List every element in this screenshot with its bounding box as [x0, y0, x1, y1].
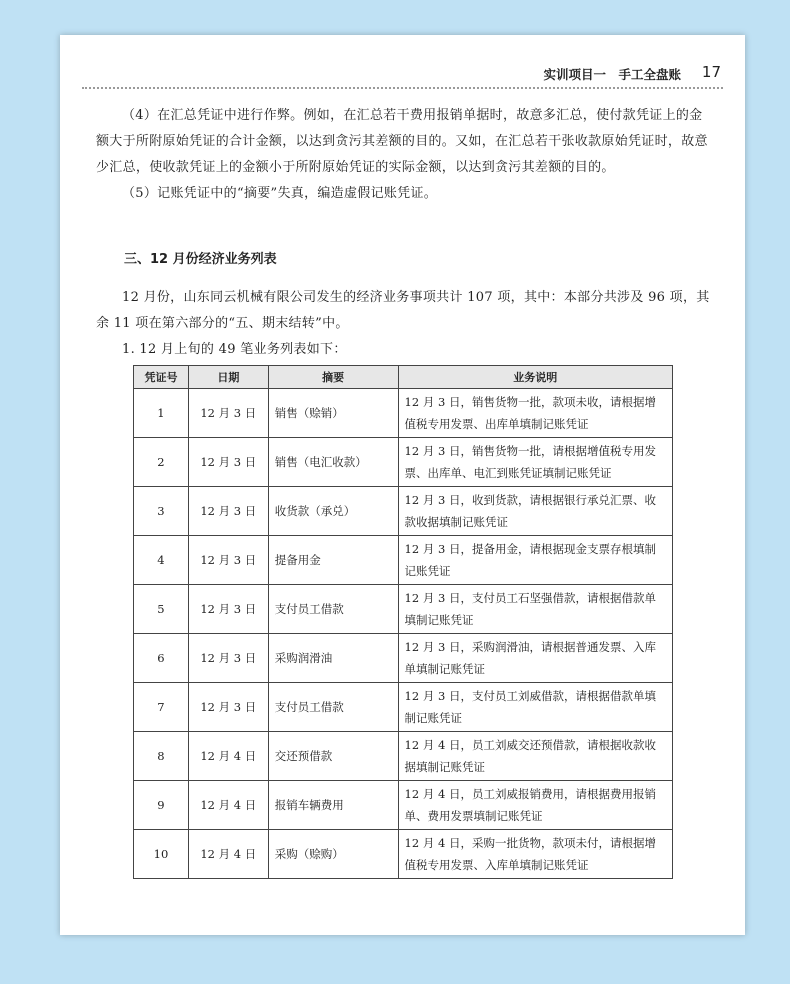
description-cell: 12 月 3 日，支付员工石坚强借款，请根据借款单填制记账凭证	[398, 585, 672, 634]
date-cell: 12 月 3 日	[188, 634, 268, 683]
summary-cell: 销售（电汇收款）	[268, 438, 398, 487]
description-cell: 12 月 3 日，收到货款，请根据银行承兑汇票、收款收据填制记账凭证	[398, 487, 672, 536]
summary-cell: 支付员工借款	[268, 683, 398, 732]
voucher-no: 10	[134, 830, 189, 879]
summary-cell: 提备用金	[268, 536, 398, 585]
table-row	[134, 487, 673, 536]
date-cell: 12 月 4 日	[188, 732, 268, 781]
voucher-no: 6	[134, 634, 189, 683]
voucher-no: 2	[134, 438, 189, 487]
list-caption: 1. 12 月上旬的 49 笔业务列表如下：	[122, 342, 347, 357]
voucher-no: 1	[134, 389, 189, 438]
summary-cell: 采购（赊购）	[268, 830, 398, 879]
table-header-row	[134, 366, 673, 389]
date-cell: 12 月 3 日	[188, 536, 268, 585]
voucher-no: 5	[134, 585, 189, 634]
page-number: 17	[701, 63, 721, 81]
description-cell: 12 月 4 日，员工刘威交还预借款，请根据收款收据填制记账凭证	[398, 732, 672, 781]
description-cell: 12 月 3 日，提备用金，请根据现金支票存根填制记账凭证	[398, 536, 672, 585]
intro-paragraph: 12 月份，山东同云机械有限公司发生的经济业务事项共计 107 项，其中：本部分共涉及 96 项，其余 11 项在第六部分的“五、期末结转”中。	[96, 290, 710, 331]
summary-cell: 支付员工借款	[268, 585, 398, 634]
summary-cell: 收货款（承兑）	[268, 487, 398, 536]
summary-cell: 采购润滑油	[268, 634, 398, 683]
body-text-top	[96, 103, 710, 207]
summary-cell: 交还预借款	[268, 732, 398, 781]
description-cell: 12 月 3 日，采购润滑油，请根据普通发票、入库单填制记账凭证	[398, 634, 672, 683]
date-cell: 12 月 3 日	[188, 683, 268, 732]
date-cell: 12 月 4 日	[188, 830, 268, 879]
voucher-no: 3	[134, 487, 189, 536]
table-row	[134, 683, 673, 732]
description-cell: 12 月 3 日，销售货物一批，款项未收，请根据增值税专用发票、出库单填制记账凭证	[398, 389, 672, 438]
book-page	[60, 35, 745, 935]
body-text-bottom	[96, 285, 710, 363]
table-row	[134, 732, 673, 781]
date-cell: 12 月 3 日	[188, 487, 268, 536]
description-cell: 12 月 4 日，员工刘威报销费用，请根据费用报销单、费用发票填制记账凭证	[398, 781, 672, 830]
description-cell: 12 月 3 日，支付员工刘威借款，请根据借款单填制记账凭证	[398, 683, 672, 732]
date-cell: 12 月 3 日	[188, 389, 268, 438]
header-description: 业务说明	[398, 366, 672, 389]
voucher-no: 4	[134, 536, 189, 585]
header-summary: 摘要	[268, 366, 398, 389]
table-row	[134, 438, 673, 487]
description-cell: 12 月 4 日，采购一批货物，款项未付，请根据增值税专用发票、入库单填制记账凭证	[398, 830, 672, 879]
date-cell: 12 月 3 日	[188, 438, 268, 487]
section-title: 三、12 月份经济业务列表	[124, 252, 277, 267]
summary-cell: 报销车辆费用	[268, 781, 398, 830]
date-cell: 12 月 3 日	[188, 585, 268, 634]
paragraph-5: （5）记账凭证中的“摘要”失真，编造虚假记账凭证。	[122, 186, 438, 201]
table-row	[134, 830, 673, 879]
description-cell: 12 月 3 日，销售货物一批，请根据增值税专用发票、出库单、电汇到账凭证填制记账凭证	[398, 438, 672, 487]
header-voucher-no: 凭证号	[134, 366, 189, 389]
voucher-no: 9	[134, 781, 189, 830]
table-row	[134, 634, 673, 683]
voucher-no: 8	[134, 732, 189, 781]
business-table	[133, 365, 673, 879]
running-title: 实训项目一 手工全盘账	[543, 67, 681, 82]
paragraph-4: （4）在汇总凭证中进行作弊。例如，在汇总若干费用报销单据时，故意多汇总，使付款凭证上的金额大于所附原始凭证的合计金额，以达到贪污其差额的目的。又如，在汇总若干张收款原始凭证时，故意少汇总，使收款凭证上的金额小于所附原始凭证的实际金额，以达到贪污其差额的目的。	[96, 108, 708, 175]
voucher-no: 7	[134, 683, 189, 732]
table-row	[134, 389, 673, 438]
page-header	[82, 59, 723, 89]
summary-cell: 销售（赊销）	[268, 389, 398, 438]
header-date: 日期	[188, 366, 268, 389]
table-row	[134, 781, 673, 830]
date-cell: 12 月 4 日	[188, 781, 268, 830]
table-row	[134, 585, 673, 634]
table-row	[134, 536, 673, 585]
